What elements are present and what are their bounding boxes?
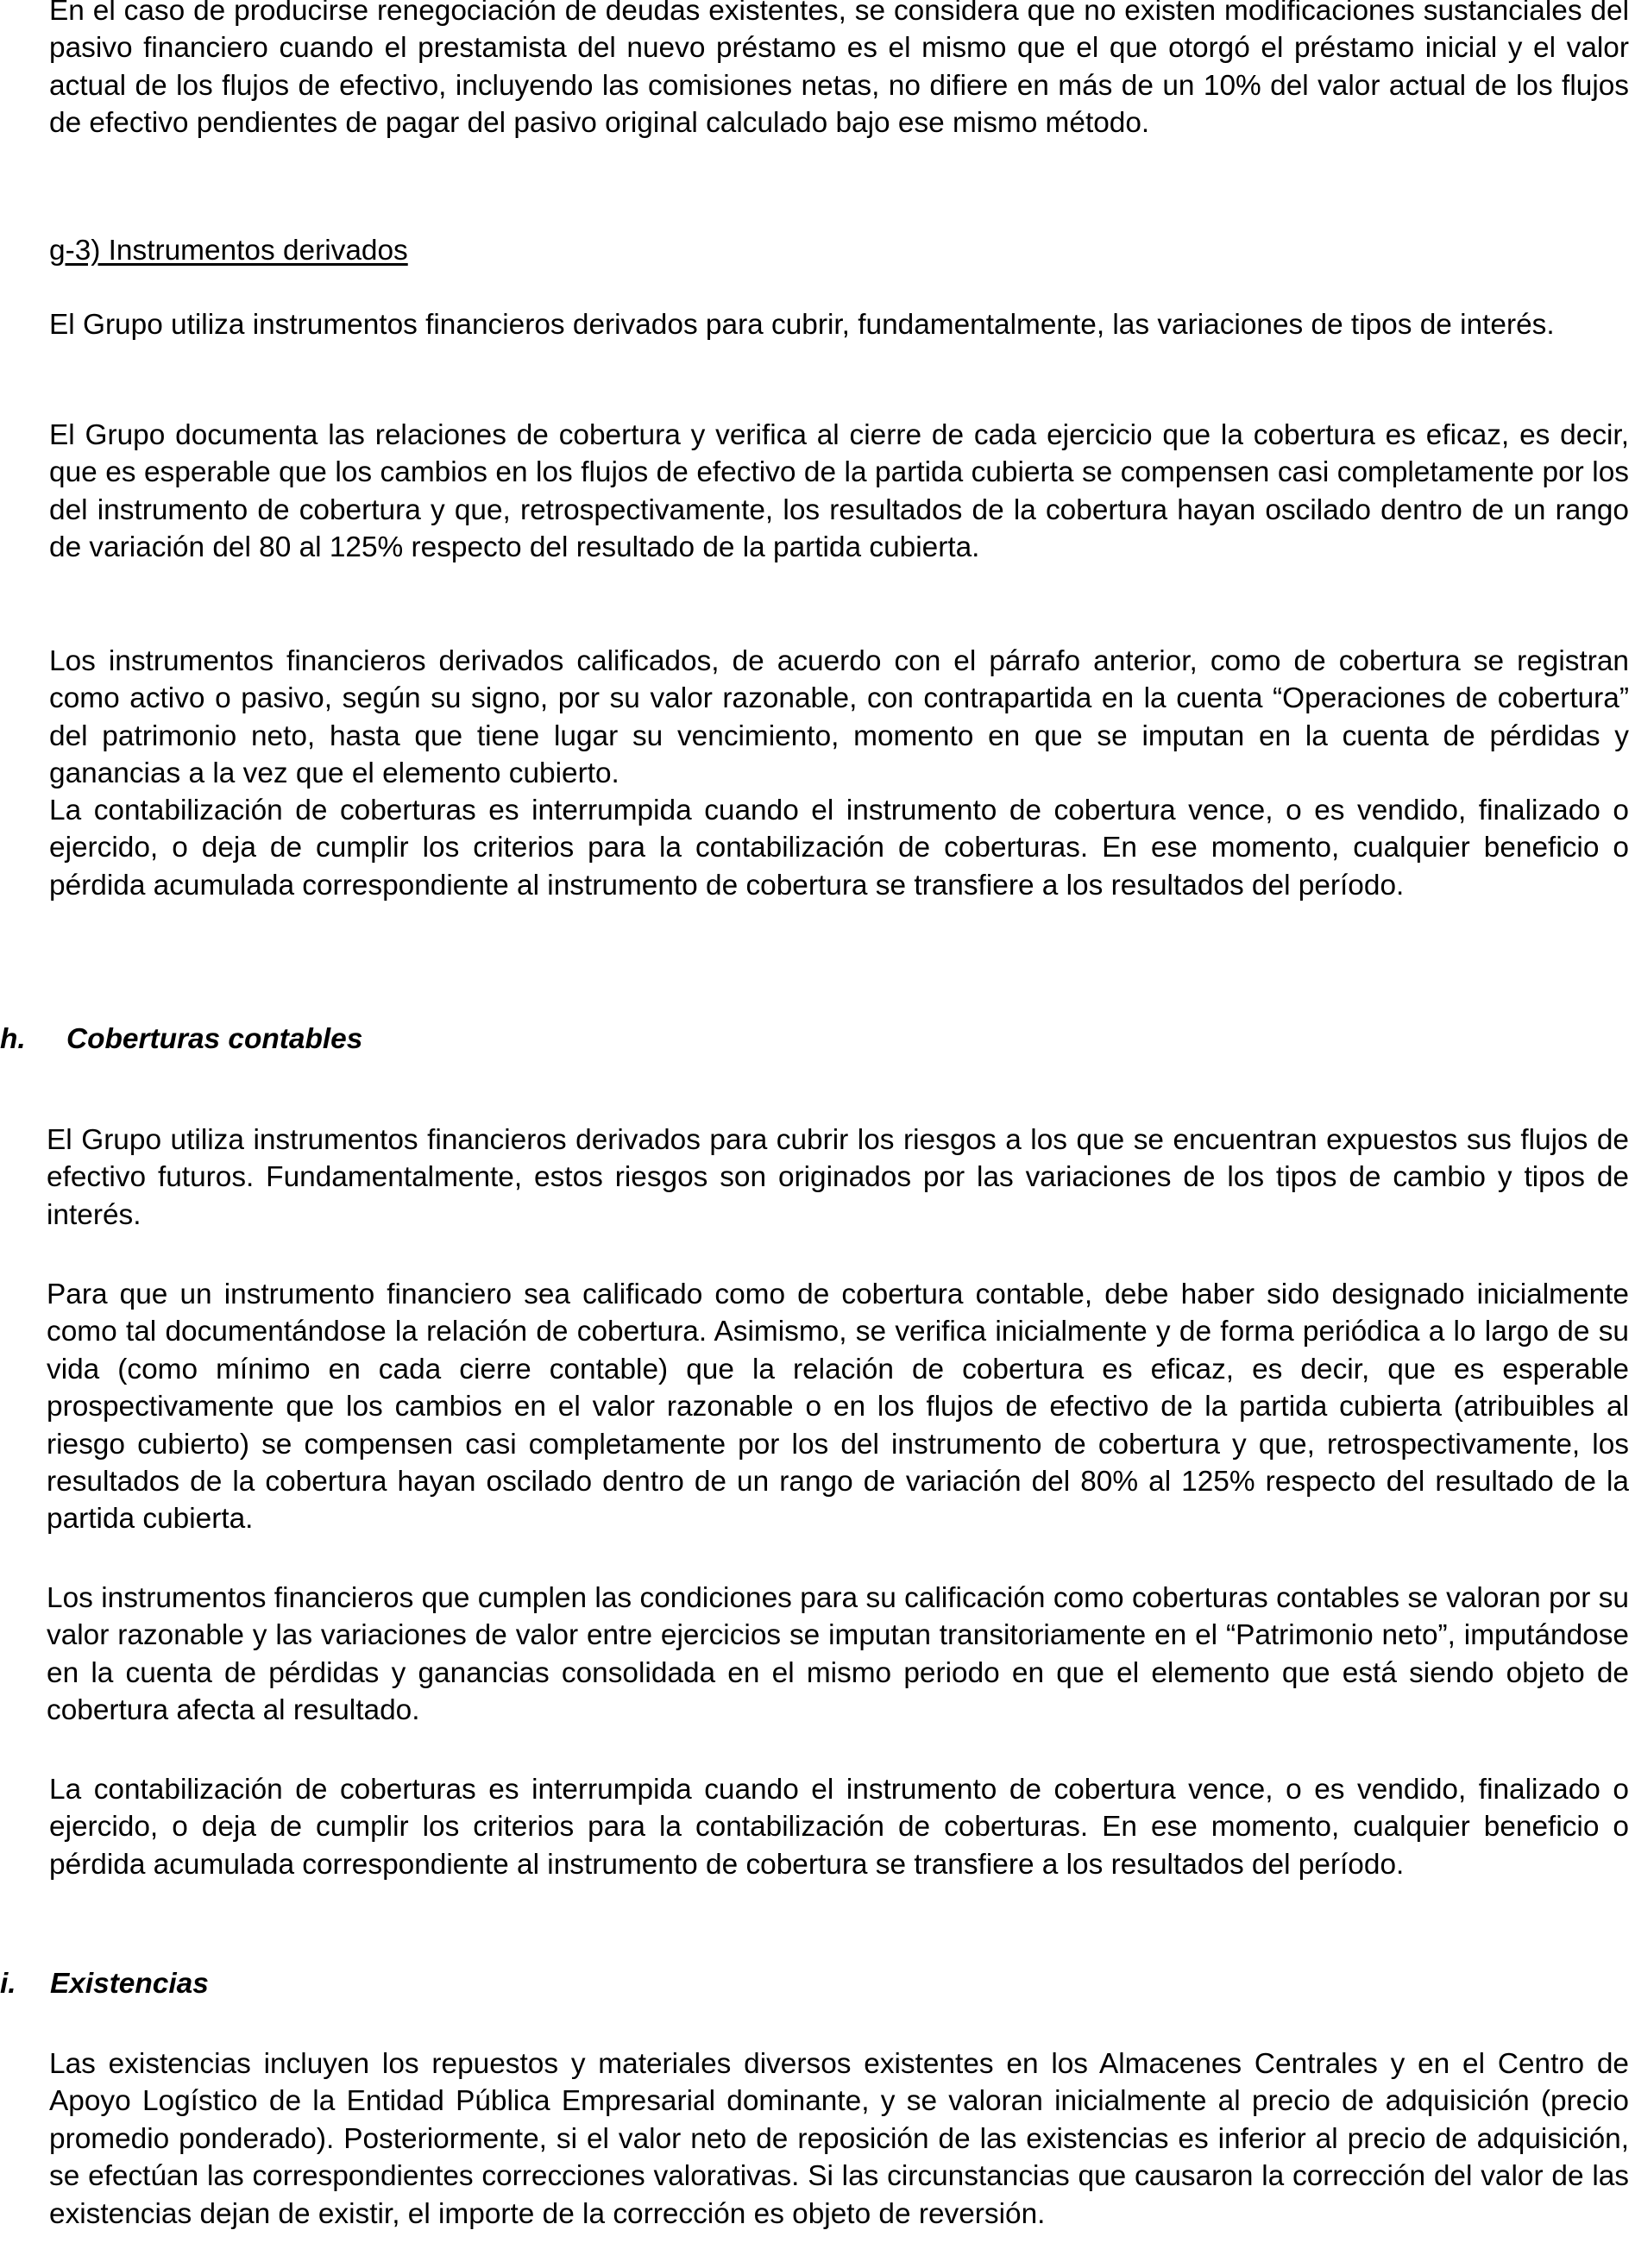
paragraph-coberturas-3: Los instrumentos financieros que cumplen las condiciones para su calificación como coberturas contables se valoran por su valor razonable y las variaciones de valor entre ejercicios se imputan transitoriamente en el “Patrimonio neto”, imputándose en la cuenta de pérdidas y ganancias consolidada en el mismo periodo en que el elemento que está siendo objeto de cobertura afecta al resultado. <box>47 1582 1629 1727</box>
paragraph-coberturas-4: La contabilización de coberturas es interrumpida cuando el instrumento de cobertura vence, o es vendido, finalizado o ejercido, o deja de cumplir los criterios para la contabilización de coberturas. En ese momento, cualquier beneficio o pérdida acumulada correspondiente al instrumento de cobertura se transfiere a los resultados del período. <box>49 1774 1629 1881</box>
paragraph-coberturas-2: Para que un instrumento financiero sea calificado como de cobertura contable, debe haber sido designado inicialmente como tal documentándose la relación de cobertura. Asimismo, se verifica inicialmente y de forma periódica a lo largo de su vida (como mínimo en cada cierre contable) que la relación de cobertura es eficaz, es decir, que es esperable prospectivamente que los cambios en el valor razonable o en los flujos de efectivo de la partida cubierta (atribuibles al riesgo cubierto) se compensen casi completamente por los del instrumento de cobertura y que, retrospectivamente, los resultados de la cobertura hayan oscilado dentro de un rango de variación del 80% al 125% respecto del resultado de la partida cubierta. <box>47 1278 1629 1536</box>
section-letter: h. <box>0 1023 26 1055</box>
paragraph-coberturas-1: El Grupo utiliza instrumentos financieros derivados para cubrir los riesgos a los que se encuentran expuestos sus flujos de efectivo futuros. Fundamentalmente, estos riesgos son originados por las variaciones de los tipos de cambio y tipos de interés. <box>47 1124 1629 1231</box>
paragraph-derivados-2: El Grupo documenta las relaciones de cobertura y verifica al cierre de cada ejercicio que la cobertura es eficaz, es decir, que es esperable que los cambios en los flujos de efectivo de la partida cubierta se compensen casi completamente por los del instrumento de cobertura y que, retrospectivamente, los resultados de la cobertura hayan oscilado dentro de un rango de variación del 80 al 125% respecto del resultado de la partida cubierta. <box>49 419 1629 564</box>
paragraph-derivados-3: Los instrumentos financieros derivados calificados, de acuerdo con el párrafo anterior, como de cobertura se registran como activo o pasivo, según su signo, por su valor razonable, con contrapartida en la cuenta “Operaciones de cobertura” del patrimonio neto, hasta que tiene lugar su vencimiento, momento en que se imputan en la cuenta de pérdidas y ganancias a la vez que el elemento cubierto. <box>49 645 1629 790</box>
subsection-heading-instrumentos-derivados: g-3) Instrumentos derivados <box>49 235 408 267</box>
paragraph-derivados-1: El Grupo utiliza instrumentos financieros derivados para cubrir, fundamentalmente, las variaciones de tipos de interés. <box>49 309 1555 341</box>
paragraph-derivados-4: La contabilización de coberturas es interrumpida cuando el instrumento de cobertura vence, o es vendido, finalizado o ejercido, o deja de cumplir los criterios para la contabilización de coberturas. En ese momento, cualquier beneficio o pérdida acumulada correspondiente al instrumento de cobertura se transfiere a los resultados del período. <box>49 795 1629 902</box>
section-title: Existencias <box>50 1968 209 2000</box>
paragraph-renegociacion: En el caso de producirse renegociación de deudas existentes, se considera que no existen modificaciones sustanciales del pasivo financiero cuando el prestamista del nuevo préstamo es el mismo que el que otorgó el préstamo inicial y el valor actual de los flujos de efectivo, incluyendo las comisiones netas, no difiere en más de un 10% del valor actual de los flujos de efectivo pendientes de pagar del pasivo original calculado bajo ese mismo método. <box>49 0 1629 140</box>
section-letter: i. <box>0 1968 16 2000</box>
section-title: Coberturas contables <box>66 1023 363 1055</box>
paragraph-existencias-1: Las existencias incluyen los repuestos y materiales diversos existentes en los Almacenes Centrales y en el Centro de Apoyo Logístico de la Entidad Pública Empresarial dominante, y se valoran inicialmente al precio de adquisición (precio promedio ponderado). Posteriormente, si el valor neto de reposición de las existencias es inferior al precio de adquisición, se efectúan las correspondientes correcciones valorativas. Si las circunstancias que causaron la corrección del valor de las existencias dejan de existir, el importe de la corrección es objeto de reversión. <box>49 2048 1629 2230</box>
